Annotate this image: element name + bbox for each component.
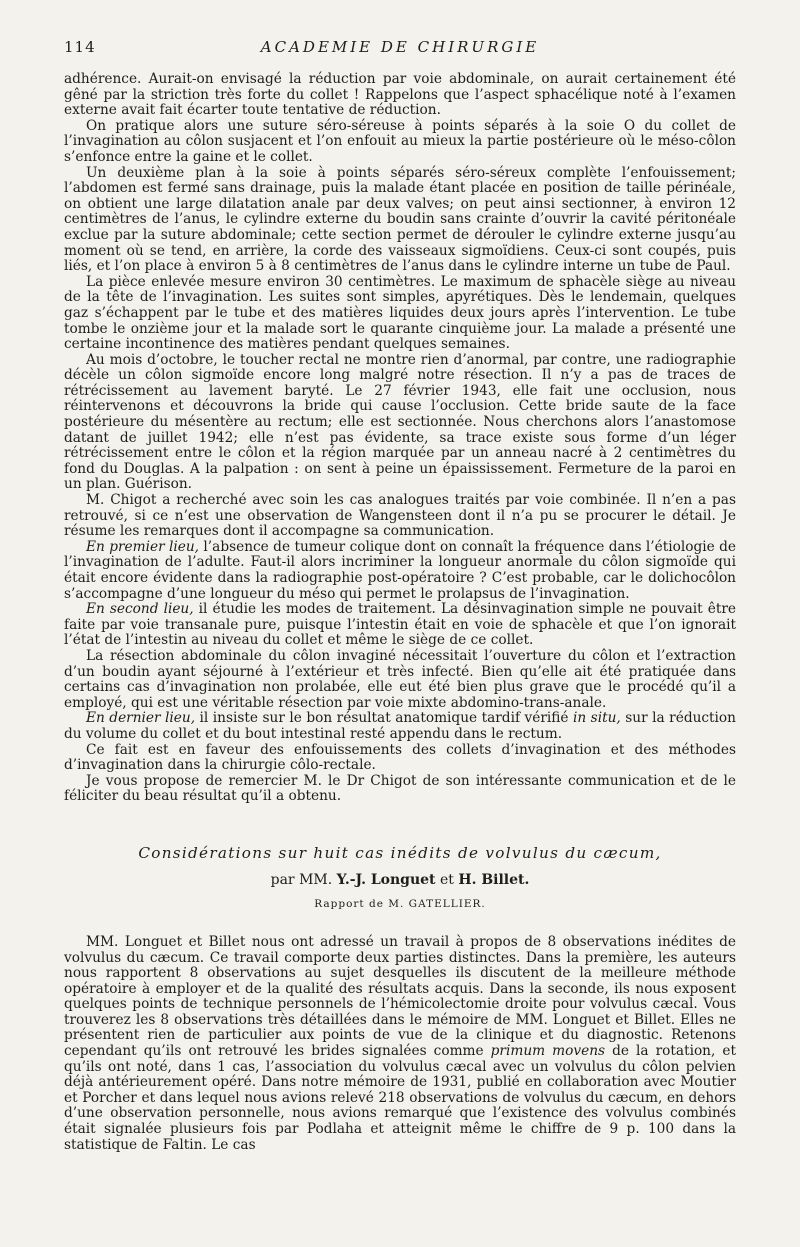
emphasis: in situ, bbox=[573, 710, 621, 727]
report-line: Rapport de M. GATELLIER. bbox=[314, 897, 486, 910]
paragraph: La pièce enlevée mesure environ 30 centimètres. Le maximum de sphacèle siège au niveau de la tête de l’invagination. Les suites sont simples, apyrétiques. Dès le lendemain, quelques gaz s’échappent par le tube et des matières liquides deux jours après l’intervention. Le tube tombe le onzième jour et la malade sort le quarante cinquième jour. La malade a présenté une certaine incontinence des matières pendant quelques semaines. bbox=[64, 273, 736, 353]
paragraph bbox=[64, 602, 736, 649]
paragraph-text: il insiste sur le bon résultat anatomique tardif vérifié bbox=[195, 710, 573, 727]
paragraph bbox=[64, 540, 736, 602]
paragraph-text: MM. Longuet et Billet nous ont adressé un travail à propos de 8 observations inédites de volvulus du cæcum. Ce travail comporte deux parties distinctes. Dans la première, les auteurs nous rapportent 8 observations au sujet desquelles ils discutent de la meilleure méthode opératoire à employer et de la qualité des résultats acquis. Dans la seconde, ils nous exposent quelques points de technique personnels de l’hémicolectomie droite pour volvulus cæcal. Vous trouverez les 8 observations très détaillées dans le mémoire de MM. Longuet et Billet. Elles ne présentent rien de particulier aux points de vue de la clinique et du diagnostic. Retenons cependant qu’ils ont retrouvé les brides signalées comme bbox=[64, 933, 736, 1060]
running-head: ACADEMIE DE CHIRURGIE bbox=[260, 38, 540, 56]
paragraph-text: sur la réduction du volume du collet et du bout intestinal resté appendu dans le rectum. bbox=[64, 710, 736, 742]
paragraph-text: de la rotation, et qu’ils ont noté, dans 1 cas, l’association du volvulus cæcal avec un volvulus du côlon pelvien déjà antérieurement opéré. Dans notre mémoire de 1931, publié en collaboration avec Moutier et Porcher et dans lequel nous avions relevé 218 observations de volvulus du cæcum, en dehors d’une observation personnelle, nous avions remarqué que l’existence des volvulus combinés était signalée plusieurs fois par Podlaha et atteignit même le chiffre de 9 p. 100 dans la statistique de Faltin. Le cas bbox=[64, 1043, 736, 1153]
paragraph: Au mois d’octobre, le toucher rectal ne montre rien d’anormal, par contre, une radiographie décèle un côlon sigmoïde encore long malgré notre résection. Il n’y a pas de traces de rétrécissement au lavement baryté. Le 27 février 1943, elle fait une occlusion, nous réintervenons et découvrons la bride qui cause l’occlusion. Cette bride saute de la face postérieure du mésentère au rectum; elle est sectionnée. Nous cherchons alors l’anastomose datant de juillet 1942; elle n’est pas évidente, sa trace existe sous forme d’un léger rétrécissement entre le côlon et la région marquée par un anneau nacré à 2 centimètres du fond du Douglas. A la palpation : on sent à peine un épaississement. Fermeture de la paroi en un plan. Guérison. bbox=[64, 351, 736, 493]
paragraph-text: il étudie les modes de traitement. La désinvagination simple ne pouvait être faite par voie transanale pure, puisque l’intestin était en voie de sphacèle et que l’on ignorait l’état de l’intestin au niveau du collet et même le siège de ce collet. bbox=[64, 601, 736, 649]
paragraph: M. Chigot a recherché avec soin les cas analogues traités par voie combinée. Il n’en a pas retrouvé, si ce n’est une observation de Wangensteen dont il n’a pu se procurer le détail. Je résume les remarques dont il accompagne sa communication. bbox=[64, 492, 736, 540]
page-number: 114 bbox=[64, 38, 96, 56]
article-authors bbox=[64, 871, 736, 889]
body-text bbox=[64, 72, 736, 1153]
article-heading bbox=[64, 843, 736, 911]
paragraph-text: l’absence de tumeur colique dont on connaît la fréquence dans l’étiologie de l’invagination de l’adulte. Faut-il alors incriminer la longueur anormale du côlon sigmoïde qui était encore évidente dans la radiographie post-opératoire ? C’est probable, car le dolichocôlon s’accompagne d’une longueur du méso qui permet le prolapsus de l’invagination. bbox=[64, 538, 736, 602]
author-name: Y.-J. Longuet bbox=[336, 871, 436, 888]
authors-conjunction: et bbox=[435, 871, 459, 888]
author-name: H. Billet. bbox=[458, 871, 530, 888]
paragraph bbox=[64, 711, 736, 742]
paragraph: Ce fait est en faveur des enfouissements des collets d’invagination et des méthodes d’invagination dans la chirurgie côlo-rectale. bbox=[64, 741, 736, 774]
paragraph: Un deuxième plan à la soie à points séparés séro-séreux complète l’enfouissement; l’abdomen est fermé sans drainage, puis la malade étant placée en position de taille périnéale, on obtient une large dilatation anale par deux valves; on peut ainsi sectionner, à environ 12 centimètres de l’anus, le cylindre externe du boudin sans crainte d’ouvrir la cavité péritonéale exclue par la suture abdominale; cette section permet de dérouler le cylindre externe jusqu’au moment où se tend, en arrière, la corde des vaisseaux sigmoïdiens. Ceux-ci sont coupés, puis liés, et l’on place à environ 5 à 8 centimètres de l’anus dans le cylindre interne un tube de Paul. bbox=[64, 164, 736, 275]
emphasis: primum movens bbox=[490, 1043, 606, 1060]
paragraph: La résection abdominale du côlon invaginé nécessitait l’ouverture du côlon et l’extraction d’un boudin ayant séjourné à l’extérieur et très infecté. Bien qu’elle ait été pratiquée dans certains cas d’invagination non prolabée, elle eut été bien plus grave que le procédé qu’il a employé, qui est une véritable résection par voie mixte abdomino-trans-anale. bbox=[64, 647, 736, 711]
paragraph bbox=[64, 935, 736, 1153]
emphasis: En dernier lieu, bbox=[86, 710, 196, 727]
page-header bbox=[64, 38, 736, 62]
article-title: Considérations sur huit cas inédits de volvulus du cæcum, bbox=[138, 843, 662, 862]
paragraph: On pratique alors une suture séro-séreuse à points séparés à la soie O du collet de l’invagination au côlon susjacent et l’on enfouit au mieux la partie postérieure où le méso-côlon s’enfonce entre la gaine et le collet. bbox=[64, 117, 736, 165]
paragraph: adhérence. Aurait-on envisagé la réduction par voie abdominale, on aurait certainement été gêné par la striction très forte du collet ! Rappelons que l’aspect sphacélique noté à l’examen externe avait fait écarter toute tentative de réduction. bbox=[64, 71, 736, 119]
emphasis: En second lieu, bbox=[86, 601, 194, 618]
emphasis: En premier lieu, bbox=[86, 538, 200, 555]
authors-prefix: par MM. bbox=[270, 871, 337, 888]
paragraph: Je vous propose de remercier M. le Dr Chigot de son intéressante communication et de le féliciter du beau résultat qu’il a obtenu. bbox=[64, 772, 736, 805]
